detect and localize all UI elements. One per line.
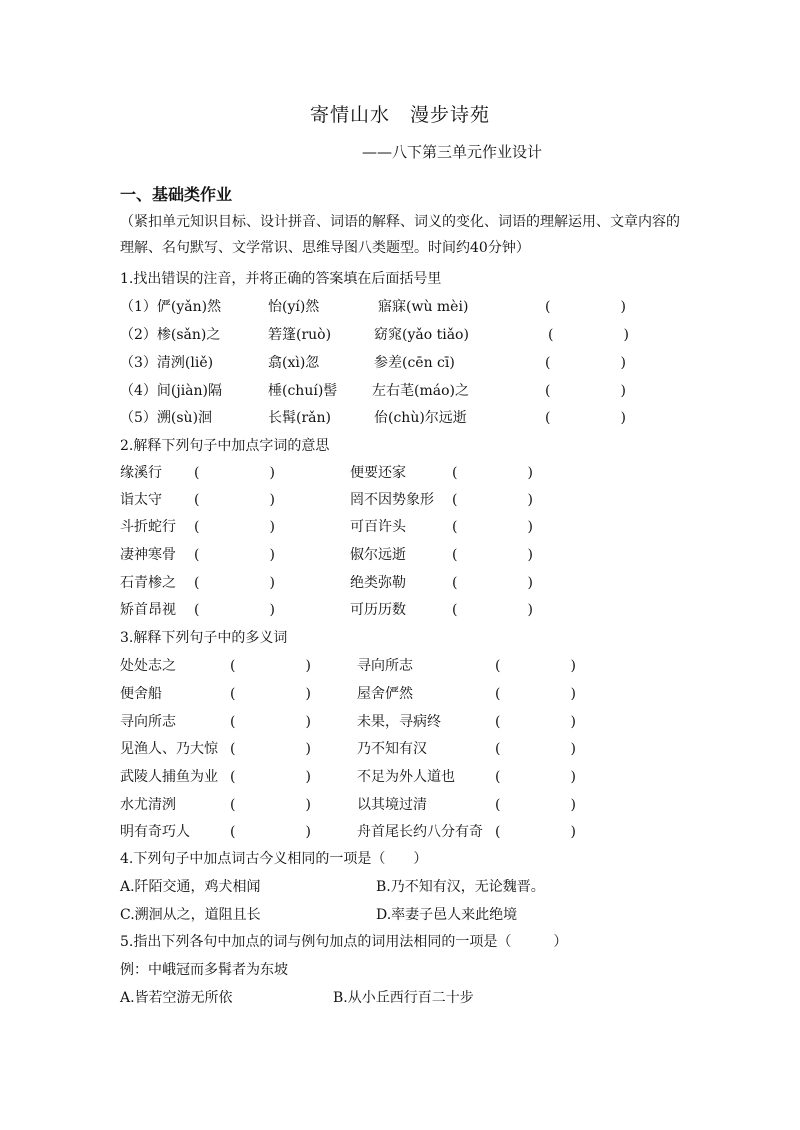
q1-item: 窈窕(yǎo tiǎo) — [374, 327, 469, 343]
q1-item: （4）间(jiàn)隔 — [120, 383, 223, 399]
q1-item: 怡(yí)然 — [268, 299, 320, 315]
q3-answer-blank[interactable]: ( ) — [495, 824, 576, 840]
q1-item: （3）清洌(liě) — [120, 355, 214, 371]
question-2-title: 2.解释下列句子中加点字词的意思 — [120, 438, 330, 454]
q1-item: 左右芼(máo)之 — [372, 383, 469, 399]
q4-option-c[interactable]: C.溯洄从之，道阻且长 — [120, 907, 261, 923]
q3-answer-blank[interactable]: ( ) — [495, 714, 576, 730]
q5-option-a[interactable]: A.皆若空游无所依 — [120, 990, 233, 1006]
q2-term: 缘溪行 — [120, 465, 162, 481]
q2-answer-blank[interactable]: ( ) — [194, 602, 275, 618]
q2-term: 可历历数 — [350, 602, 406, 618]
q1-item: 翕(xì)忽 — [268, 355, 320, 371]
q2-term: 斗折蛇行 — [120, 519, 176, 535]
question-1-title: 1.找出错误的注音，并将正确的答案填在后面括号里 — [120, 271, 442, 287]
q2-answer-blank[interactable]: ( ) — [452, 575, 533, 591]
q2-answer-blank[interactable]: ( ) — [452, 465, 533, 481]
q1-item: 箬篷(ruò) — [268, 327, 332, 343]
q5-option-b[interactable]: B.从小丘西行百二十步 — [333, 990, 474, 1006]
q1-item: 寤寐(wù mèi) — [378, 299, 469, 315]
q1-item: （5）溯(sù)洄 — [120, 410, 213, 426]
q1-item: 参差(cēn cī) — [374, 355, 455, 371]
q3-term: 水尤清洌 — [120, 797, 176, 813]
q3-term: 以其境过清 — [357, 797, 427, 813]
q3-term: 屋舍俨然 — [357, 686, 413, 702]
q3-answer-blank[interactable]: ( ) — [230, 769, 311, 785]
q3-answer-blank[interactable]: ( ) — [230, 658, 311, 674]
q1-answer-blank[interactable]: ( ) — [548, 327, 629, 343]
q3-term: 寻向所志 — [120, 714, 176, 730]
q3-answer-blank[interactable]: ( ) — [230, 797, 311, 813]
q3-term: 寻向所志 — [357, 658, 413, 674]
q3-answer-blank[interactable]: ( ) — [230, 714, 311, 730]
q3-answer-blank[interactable]: ( ) — [495, 686, 576, 702]
q3-term: 乃不知有汉 — [357, 741, 427, 757]
q2-term: 便要还家 — [350, 465, 406, 481]
q3-term: 不足为外人道也 — [357, 769, 455, 785]
q3-term: 便舍船 — [120, 686, 162, 702]
q3-term: 武陵人捕鱼为业 — [120, 769, 218, 785]
q2-answer-blank[interactable]: ( ) — [194, 547, 275, 563]
q2-answer-blank[interactable]: ( ) — [194, 519, 275, 535]
q5-example: 例：中峨冠而多髯者为东坡 — [120, 962, 288, 978]
q2-answer-blank[interactable]: ( ) — [194, 492, 275, 508]
q3-answer-blank[interactable]: ( ) — [230, 824, 311, 840]
q1-item: 佁(chù)尔远逝 — [374, 410, 467, 426]
q2-answer-blank[interactable]: ( ) — [452, 547, 533, 563]
page-subtitle: ——八下第三单元作业设计 — [362, 143, 543, 161]
q2-term: 绝类弥勒 — [350, 575, 406, 591]
q2-term: 石青椮之 — [120, 575, 176, 591]
q3-answer-blank[interactable]: ( ) — [230, 741, 311, 757]
question-4-title: 4.下列句子中加点词古今义相同的一项是（ ） — [120, 851, 428, 867]
section-heading: 一、基础类作业 — [120, 185, 233, 204]
intro-note: （紧扣单元知识目标、设计拼音、词语的解释、词义的变化、词语的理解运用、文章内容的理解、名句默写、文学常识、思维导图八类题型。时间约40分钟） — [120, 214, 680, 256]
q1-answer-blank[interactable]: ( ) — [545, 355, 626, 371]
q1-item: 长髯(rǎn) — [268, 410, 331, 426]
q1-answer-blank[interactable]: ( ) — [545, 410, 626, 426]
q3-term: 见渔人、乃大惊 — [120, 741, 218, 757]
q3-term: 未果，寻病终 — [357, 714, 441, 730]
q2-answer-blank[interactable]: ( ) — [194, 575, 275, 591]
question-3-title: 3.解释下列句子中的多义词 — [120, 630, 288, 646]
q3-answer-blank[interactable]: ( ) — [495, 741, 576, 757]
q2-term: 诣太守 — [120, 492, 162, 508]
q4-option-b[interactable]: B.乃不知有汉，无论魏晋。 — [376, 879, 545, 895]
q3-answer-blank[interactable]: ( ) — [495, 769, 576, 785]
q3-answer-blank[interactable]: ( ) — [495, 797, 576, 813]
q2-term: 可百许头 — [350, 519, 406, 535]
q2-term: 俶尔远逝 — [350, 547, 406, 563]
q3-answer-blank[interactable]: ( ) — [495, 658, 576, 674]
q3-answer-blank[interactable]: ( ) — [230, 686, 311, 702]
q2-term: 凄神寒骨 — [120, 547, 176, 563]
question-5-title: 5.指出下列各句中加点的词与例句加点的词用法相同的一项是（ ） — [120, 934, 568, 950]
q2-answer-blank[interactable]: ( ) — [452, 602, 533, 618]
q3-term: 处处志之 — [120, 658, 176, 674]
q1-answer-blank[interactable]: ( ) — [545, 299, 626, 315]
q3-term: 舟首尾长约八分有奇 — [357, 824, 483, 840]
q1-item: 棰(chuí)髻 — [268, 383, 338, 399]
q2-answer-blank[interactable]: ( ) — [194, 465, 275, 481]
q2-term: 罔不因势象形 — [350, 492, 434, 508]
q1-item: （2）椮(sǎn)之 — [120, 327, 221, 343]
page-title: 寄情山水 漫步诗苑 — [309, 104, 490, 126]
q4-option-d[interactable]: D.率妻子邑人来此绝境 — [376, 907, 518, 923]
q1-item: （1）俨(yǎn)然 — [120, 299, 222, 315]
q1-answer-blank[interactable]: ( ) — [545, 383, 626, 399]
q3-term: 明有奇巧人 — [120, 824, 190, 840]
q4-option-a[interactable]: A.阡陌交通，鸡犬相闻 — [120, 879, 261, 895]
q2-answer-blank[interactable]: ( ) — [452, 492, 533, 508]
q2-term: 矫首昂视 — [120, 602, 176, 618]
q2-answer-blank[interactable]: ( ) — [452, 519, 533, 535]
